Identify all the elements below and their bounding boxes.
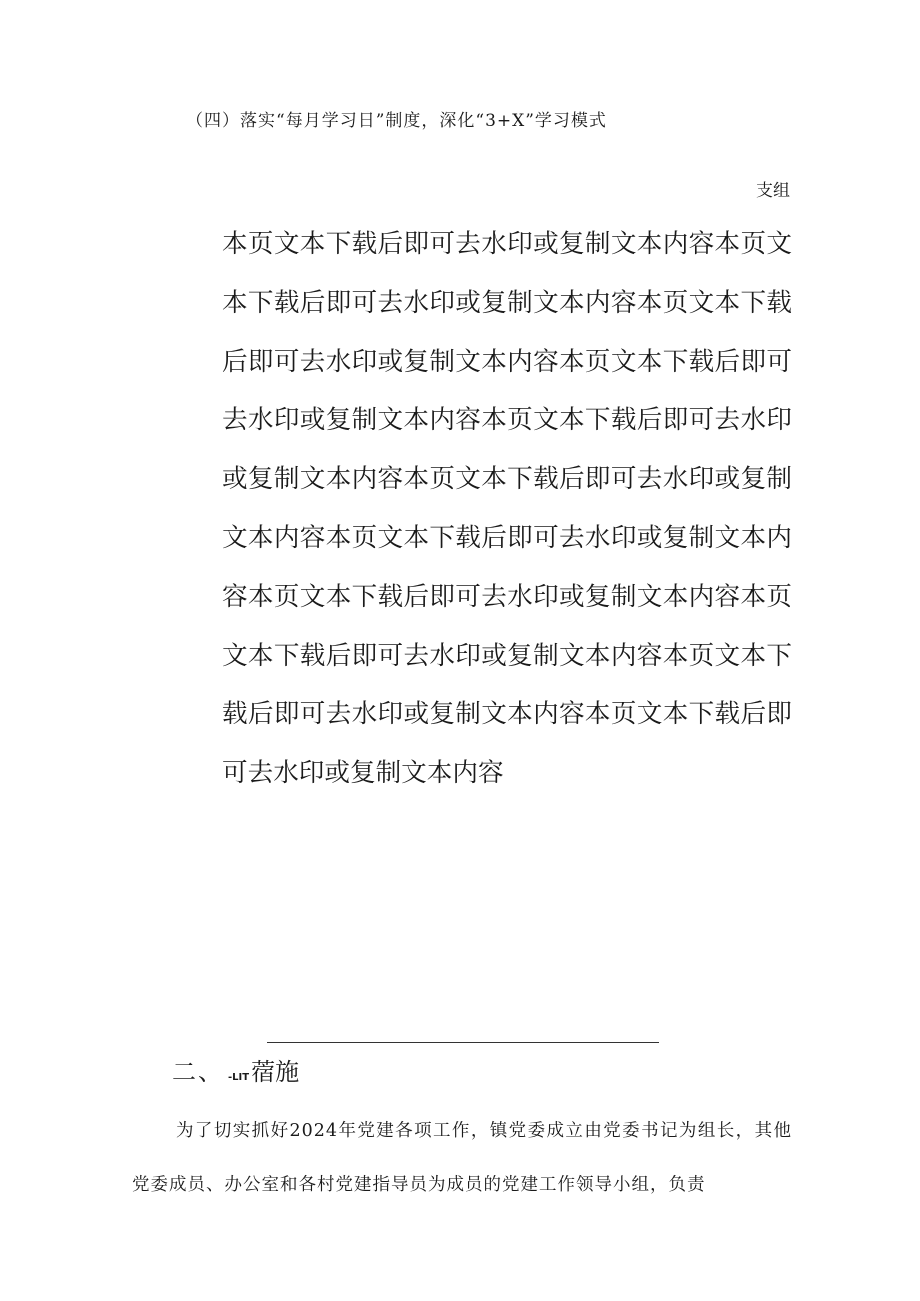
section-heading <box>172 1052 299 1087</box>
subheading: （四）落实“每月学习日”制度，深化“3+X”学习模式 <box>186 111 607 131</box>
section-small-text: -LIT <box>228 1072 250 1083</box>
watermark-notice-paragraph: 本页文本下载后即可去水印或复制文本内容本页文本下载后即可去水印或复制文本内容本页文本下载后即可去水印或复制文本内容本页文本下载后即可去水印或复制文本内容本页文本下载后即可去水印或复制文本内容本页文本下载后即可去水印或复制文本内容本页文本下载后即可去水印或复制文本内容本页文本下载后即可去水印或复制文本内容本页文本下载后即可去水印或复制文本内容本页文本下载后即可去水印或复制文本内容本页文本下载后即可去水印或复制文本内容 <box>222 229 792 789</box>
horizontal-divider <box>267 1042 659 1043</box>
section-number: 二、 <box>172 1058 224 1086</box>
right-aligned-label: 支组 <box>756 181 790 201</box>
body-paragraph: 为了切实抓好2024年党建各项工作，镇党委成立由党委书记为组长，其他党委成员、办公室和各村党建指导员为成员的党建工作领导小组，负责 <box>132 1121 792 1195</box>
section-title-text: 蓿施 <box>251 1058 300 1086</box>
